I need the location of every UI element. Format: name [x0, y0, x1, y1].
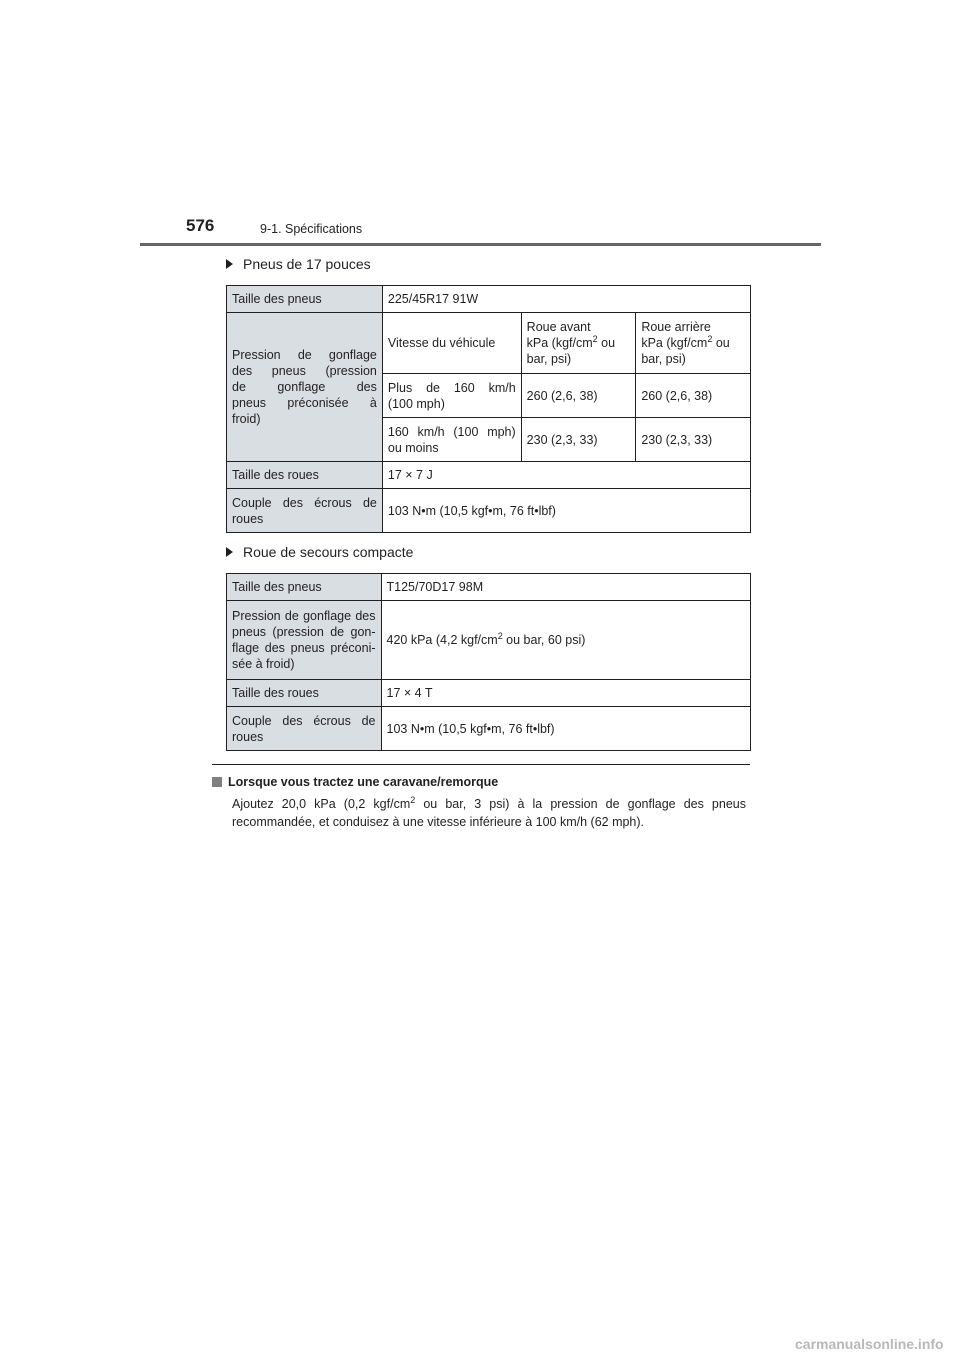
wheel-size-label: Taille des roues — [227, 462, 383, 489]
table2-heading — [226, 544, 413, 560]
table-row — [227, 601, 751, 680]
table-row — [227, 707, 751, 751]
table-row — [227, 313, 751, 374]
pressure-value: 420 kPa (4,2 kgf/$cm^2$ ou bar, 60 psi) — [381, 601, 750, 680]
row1-front: 260 (2,6, 38) — [521, 374, 636, 418]
wheel-size-value: 17 × 7 J — [382, 462, 750, 489]
row2-speed: 160 km/h (100 mph) ou moins — [382, 418, 521, 462]
row1-rear: 260 (2,6, 38) — [636, 374, 751, 418]
tire-spec-table-17in — [226, 285, 751, 533]
watermark: carmanualsonline.info — [795, 1336, 944, 1352]
pressure-label: Pression de gonflage des pneus (pression de gonflage des pneus préconisée à froid) — [227, 313, 383, 462]
table1-heading-text: Pneus de 17 pouces — [243, 256, 371, 272]
table-row — [227, 680, 751, 707]
col-speed-header: Vitesse du véhicule — [382, 313, 521, 374]
page-number: 576 — [186, 216, 215, 235]
note-line-1: Ajoutez 20,0 kPa (0,2 kgf/$cm^2$ ou bar, 3 psi) à la pression de gonflage des pneus — [232, 794, 746, 811]
tire-size-value: 225/45R17 91W — [382, 286, 750, 313]
tire-size-label: Taille des pneus — [227, 574, 382, 601]
wheel-size-value: 17 × 4 T — [381, 680, 750, 707]
table-row — [227, 286, 751, 313]
table1-heading — [226, 256, 371, 272]
torque-label: Couple des écrous de roues — [227, 489, 383, 533]
col-front-header: Roue avant kPa ($kgf/cm^2$ ou bar, psi) — [521, 313, 636, 374]
note-title: Lorsque vous tractez une caravane/remorque — [212, 775, 498, 789]
tire-size-value: T125/70D17 98M — [381, 574, 750, 601]
row2-rear: 230 (2,3, 33) — [636, 418, 751, 462]
pressure-label: Pression de gonflage des pneus (pression de gon- flage des pneus préconi- sée à froid) — [227, 601, 382, 680]
section-title: 9-1. Spécifications — [260, 222, 363, 236]
note-line-2: recommandée, et conduisez à une vitesse inférieure à 100 km/h (62 mph). — [232, 815, 645, 829]
table-row — [227, 462, 751, 489]
row2-front: 230 (2,3, 33) — [521, 418, 636, 462]
torque-label: Couple des écrous de roues — [227, 707, 382, 751]
triangle-bullet-icon — [226, 259, 233, 269]
torque-value: 103 N•m (10,5 kgf•m, 76 ft•lbf) — [381, 707, 750, 751]
square-bullet-icon — [212, 777, 222, 787]
torque-value: 103 N•m (10,5 kgf•m, 76 ft•lbf) — [382, 489, 750, 533]
col-rear-header: Roue arrière kPa ($kgf/cm^2$ ou bar, psi) — [636, 313, 751, 374]
table2-heading-text: Roue de secours compacte — [243, 544, 414, 560]
triangle-bullet-icon — [226, 547, 233, 557]
note-rule — [212, 764, 750, 765]
header-rule — [140, 243, 821, 246]
table-row — [227, 489, 751, 533]
tire-size-label: Taille des pneus — [227, 286, 383, 313]
row1-speed: Plus de 160 km/h (100 mph) — [382, 374, 521, 418]
tire-spec-table-spare — [226, 573, 751, 751]
wheel-size-label: Taille des roues — [227, 680, 382, 707]
table-row — [227, 574, 751, 601]
note-body — [232, 795, 746, 831]
